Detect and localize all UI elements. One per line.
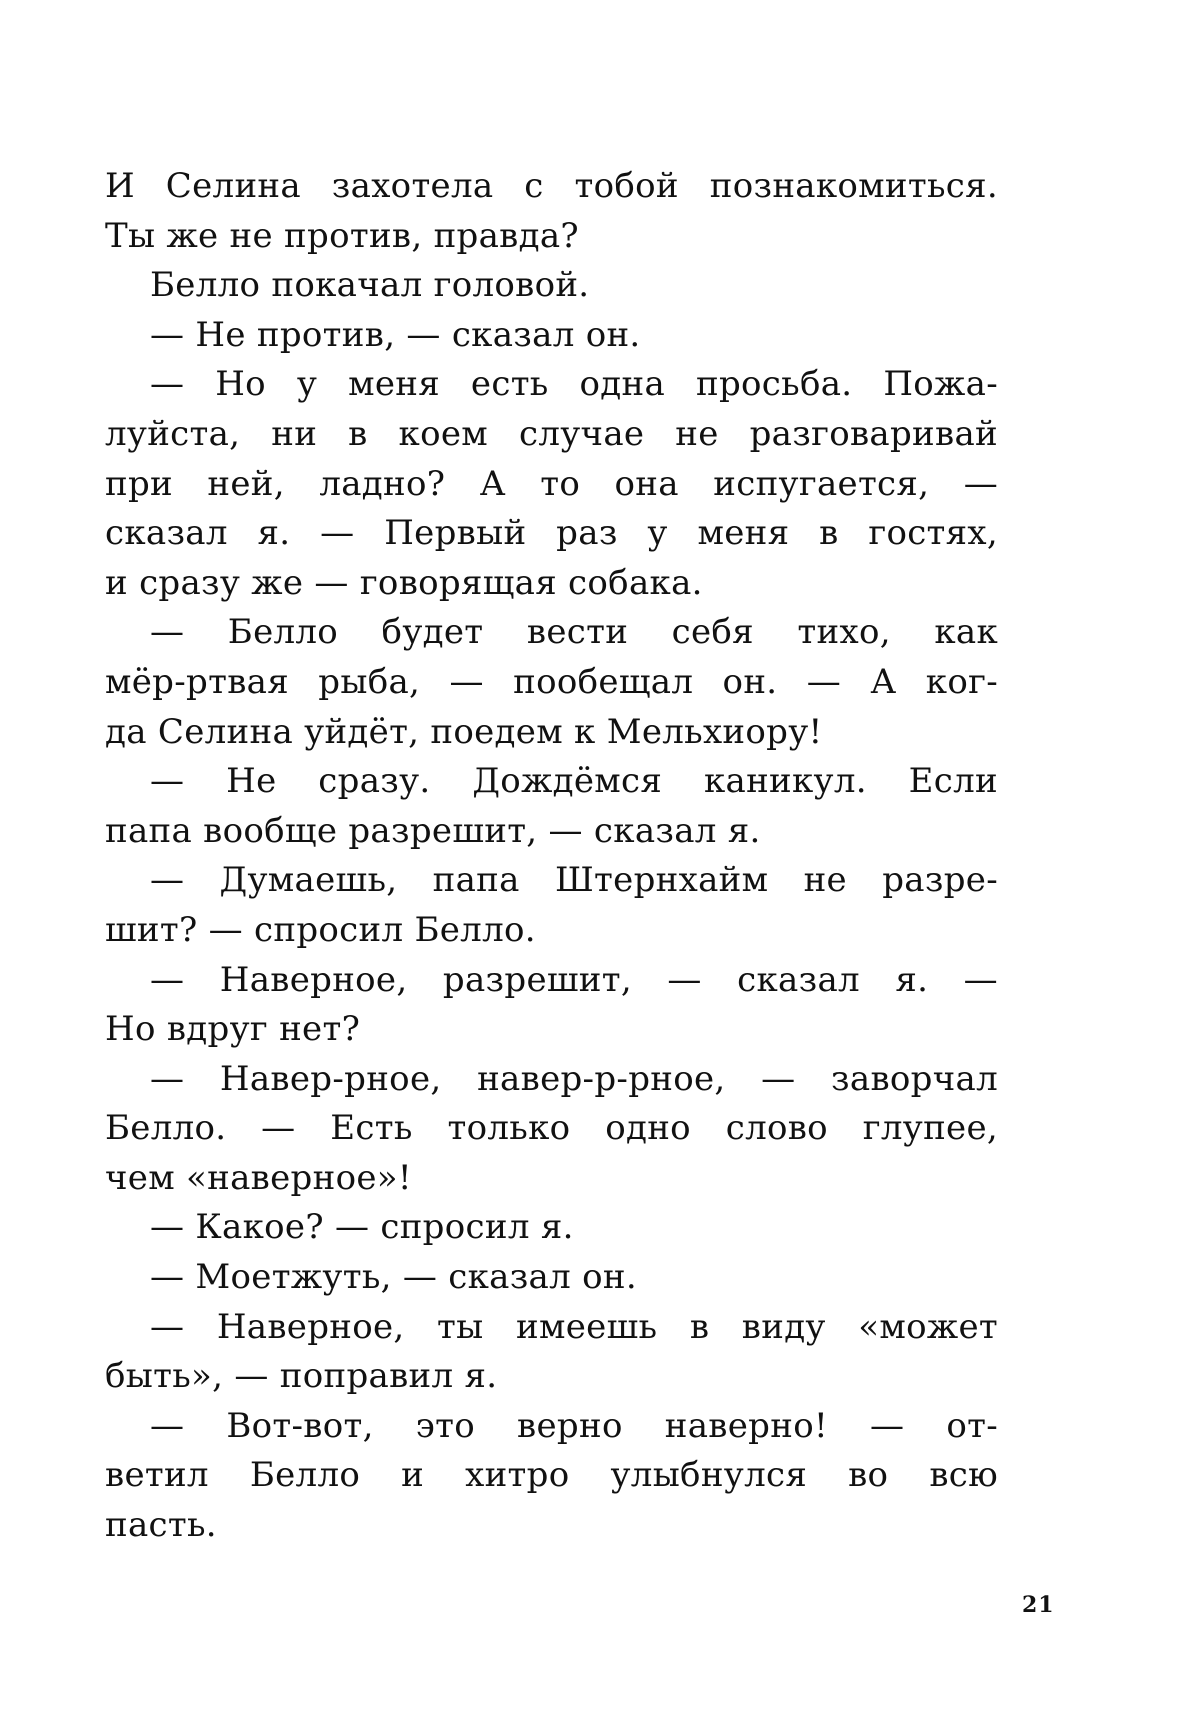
body-text <box>105 162 998 1551</box>
text-line: да Селина уйдёт, поедем к Мельхиору! <box>105 711 823 752</box>
text-line: — Моетжуть, — сказал он. <box>150 1257 637 1298</box>
text-line: Ты же не против, правда? <box>105 215 579 256</box>
text-line: — Не сразу. Дождёмся каникул. Если <box>150 761 998 802</box>
text-line: — Белло будет вести себя тихо, как <box>150 612 998 653</box>
text-line: пасть. <box>105 1505 217 1546</box>
text-line: И Селина захотела с тобой познакомиться. <box>105 166 998 206</box>
text-line: — Но у меня есть одна просьба. Пожа- <box>150 364 998 405</box>
text-line: — Навер-рное, навер-р-рное, — заворчал <box>150 1058 998 1099</box>
text-line: быть», — поправил я. <box>105 1356 498 1397</box>
text-line: Белло. — Есть только одно слово глупее, <box>105 1108 998 1149</box>
text-line: шит? — спросил Белло. <box>105 909 536 950</box>
text-line: и сразу же — говорящая собака. <box>105 562 703 603</box>
text-line: — Наверное, ты имеешь в виду «может <box>150 1306 998 1347</box>
page-number: 21 <box>1022 1592 1055 1618</box>
text-line: Но вдруг нет? <box>105 1009 361 1050</box>
text-line: папа вообще разрешит, — сказал я. <box>105 810 761 851</box>
text-line: мёр-ртвая рыба, — пообещал он. — А ког- <box>105 661 998 702</box>
text-line: — Вот-вот, это верно наверно! — от- <box>150 1405 998 1446</box>
text-line: луйста, ни в коем случае не разговаривай <box>105 413 998 454</box>
text-line: сказал я. — Первый раз у меня в гостях, <box>105 513 998 554</box>
text-line: при ней, ладно? А то она испугается, — <box>105 463 998 504</box>
text-line: — Не против, — сказал он. <box>150 314 641 355</box>
text-line: — Наверное, разрешит, — сказал я. — <box>150 959 998 1000</box>
text-line: Белло покачал головой. <box>150 265 590 306</box>
text-line: — Какое? — спросил я. <box>150 1207 574 1248</box>
text-line: ветил Белло и хитро улыбнулся во всю <box>105 1455 998 1496</box>
text-line: — Думаешь, папа Штернхайм не разре- <box>150 860 998 901</box>
text-line: чем «наверное»! <box>105 1157 412 1198</box>
